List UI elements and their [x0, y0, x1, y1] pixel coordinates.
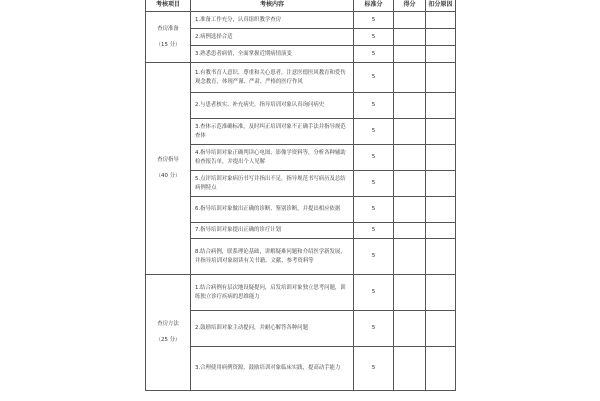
deduction-reason-cell — [426, 29, 456, 46]
category-name: 查房指导 — [157, 157, 179, 164]
content-cell: 2.与患者核实、补充病史，指导培训对象认真询问病史 — [191, 93, 354, 119]
score-cell — [394, 46, 426, 63]
deduction-reason-cell — [426, 223, 456, 239]
standard-score-cell: 5 — [354, 275, 394, 311]
category-cell — [146, 63, 191, 275]
score-cell — [394, 12, 426, 29]
category-points: （25 分） — [155, 337, 181, 343]
deduction-reason-cell — [426, 197, 456, 223]
evaluation-table — [145, 0, 456, 391]
deduction-reason-cell — [426, 63, 456, 93]
score-cell — [394, 223, 426, 239]
content-cell: 2.病例选择合适 — [191, 29, 354, 46]
content-cell: 1.准备工作充分，认真组织教学查房 — [191, 12, 354, 29]
standard-score-cell: 5 — [354, 145, 394, 171]
table-row — [146, 46, 456, 63]
score-cell — [394, 239, 426, 275]
standard-score-cell: 5 — [354, 197, 394, 223]
table-row — [146, 239, 456, 275]
table-row — [146, 119, 456, 145]
deduction-reason-cell — [426, 171, 456, 197]
deduction-reason-cell — [426, 275, 456, 311]
content-cell: 4.指导培训对象正确判读心电图、影像学资料等，分析各种辅助检查报告单，并提出个人见解 — [191, 145, 354, 171]
standard-score-cell: 5 — [354, 347, 394, 391]
standard-score-cell: 5 — [354, 239, 394, 275]
header-row — [146, 0, 456, 12]
deduction-reason-cell — [426, 93, 456, 119]
standard-score-cell: 5 — [354, 93, 394, 119]
content-cell: 7.指导培训对象提出正确的诊疗计划 — [191, 223, 354, 239]
score-cell — [394, 275, 426, 311]
standard-score-cell: 5 — [354, 29, 394, 46]
standard-score-cell: 5 — [354, 46, 394, 63]
table-row — [146, 93, 456, 119]
table-row — [146, 145, 456, 171]
table-row — [146, 275, 456, 311]
header-category: 考核项目 — [146, 0, 191, 12]
score-cell — [394, 63, 426, 93]
table-row — [146, 171, 456, 197]
evaluation-sheet — [145, 0, 455, 401]
category-cell — [146, 275, 191, 391]
category-name: 查房准备 — [157, 25, 179, 32]
table-row — [146, 223, 456, 239]
content-cell: 1.有教书育人意识，尊重和关心患者，注意医德医风教育和爱伤观念教育，体现严谨、严肃、严格的医疗作风 — [191, 63, 354, 93]
content-cell: 3.合理使用病例资源，鼓励培训对象临床实践，提高动手能力 — [191, 347, 354, 391]
header-standard-score: 标准分 — [354, 0, 394, 12]
standard-score-cell: 5 — [354, 223, 394, 239]
header-deduction-reason: 扣分原因 — [426, 0, 456, 12]
category-points: （40 分） — [155, 173, 181, 179]
score-cell — [394, 197, 426, 223]
standard-score-cell: 5 — [354, 119, 394, 145]
table-row — [146, 63, 456, 93]
deduction-reason-cell — [426, 12, 456, 29]
score-cell — [394, 145, 426, 171]
score-cell — [394, 311, 426, 347]
category-points: （15 分） — [155, 41, 181, 48]
category-name: 查房方法 — [157, 321, 179, 328]
table-row — [146, 29, 456, 46]
content-cell: 6.指导培训对象做出正确的诊断、鉴别诊断，并提出相应依据 — [191, 197, 354, 223]
content-cell: 5.点评培训对象病历书写并指出不足，指导规范书写病历及总结病例特点 — [191, 171, 354, 197]
content-cell: 8.结合病例，联系理论基础，讲解疑难问题和介绍医学新发展，并指导培训对象阅读有关书籍、文献、参考资料等 — [191, 239, 354, 275]
score-cell — [394, 93, 426, 119]
table-row — [146, 12, 456, 29]
content-cell: 2.鼓励培训对象主动提问，并耐心解答各种问题 — [191, 311, 354, 347]
deduction-reason-cell — [426, 347, 456, 391]
header-score: 得分 — [394, 0, 426, 12]
category-cell — [146, 12, 191, 63]
content-cell: 3.熟悉患者病情，全面掌握近期病情演变 — [191, 46, 354, 63]
deduction-reason-cell — [426, 145, 456, 171]
content-cell: 3.查体示范准确标准，及时纠正培训对象不正确手法并指导规范查体 — [191, 119, 354, 145]
deduction-reason-cell — [426, 119, 456, 145]
score-cell — [394, 119, 426, 145]
deduction-reason-cell — [426, 311, 456, 347]
table-row — [146, 311, 456, 347]
table-row — [146, 347, 456, 391]
standard-score-cell: 5 — [354, 12, 394, 29]
table-row — [146, 197, 456, 223]
standard-score-cell: 5 — [354, 171, 394, 197]
score-cell — [394, 171, 426, 197]
deduction-reason-cell — [426, 46, 456, 63]
content-cell: 1.结合病例有层次地设疑提问，启发培训对象独立思考问题，训练独立诊疗疾病的思维能力 — [191, 275, 354, 311]
score-cell — [394, 347, 426, 391]
deduction-reason-cell — [426, 239, 456, 275]
header-content: 考核内容 — [191, 0, 354, 12]
standard-score-cell: 5 — [354, 311, 394, 347]
standard-score-cell: 5 — [354, 63, 394, 93]
score-cell — [394, 29, 426, 46]
